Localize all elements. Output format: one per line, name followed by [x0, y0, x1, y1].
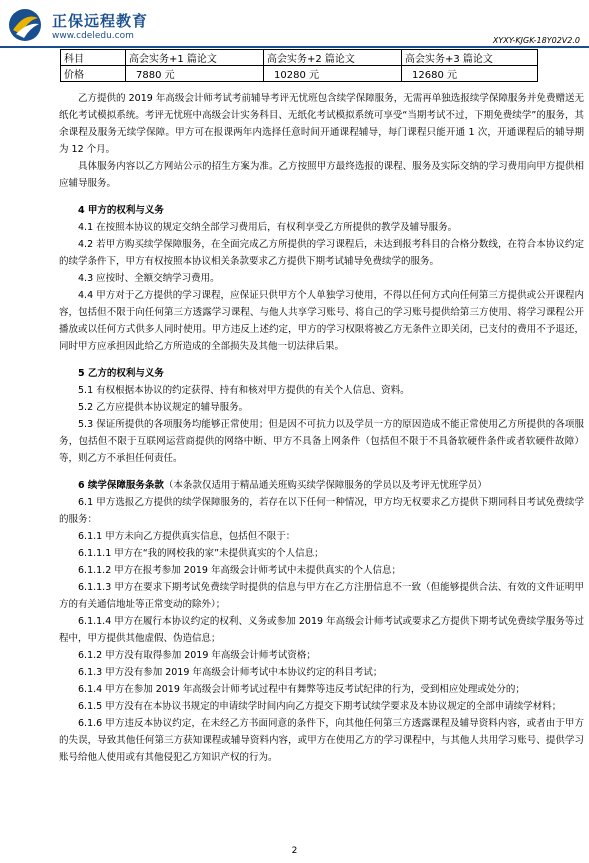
clause: 6.1.2 甲方没有取得参加 2019 年高级会计师考试资格； — [78, 650, 316, 661]
paragraph: 4.1 在按照本协议的规定交纳全部学习费用后，有权利享受乙方所提供的教学及辅导服务。 — [78, 222, 458, 233]
table-cell: 7880 元 — [126, 66, 264, 82]
table-cell: 10280 元 — [264, 66, 402, 82]
page-number: 2 — [291, 846, 298, 856]
paragraph: 5.1 有权根据本协议的约定获得、持有和核对甲方提供的有关个人信息、资料。 — [78, 385, 410, 396]
paragraph: 4.3 应按时、全额交纳学习费用。 — [78, 273, 220, 284]
clause: 6.1.5 甲方没有在本协议书规定的申请续学时间内向乙方提交下期考试续学要求及本协议规定的全部申请续学材料； — [78, 701, 562, 712]
table-cell: 高会实务+1 篇论文 — [126, 50, 264, 66]
fee-table — [60, 49, 538, 82]
paragraph: 5.2 乙方应提供本协议规定的辅导服务。 — [78, 402, 249, 413]
paragraph: 6.1 甲方选报乙方提供的续学保障服务的，若存在以下任何一种情况，甲方均无权要求乙方提供下期同科目考试免费续学的服务： — [59, 497, 584, 525]
paragraph: 具体服务内容以乙方网站公示的招生方案为准。乙方按照甲方最终选报的课程、服务及实际交纳的学习费用向甲方提供相应辅导服务。 — [59, 161, 584, 189]
table-cell: 高会实务+2 篇论文 — [264, 50, 402, 66]
clause: 6.1.1.2 甲方在报考参加 2019 年高级会计师考试中未提供真实的个人信息； — [78, 565, 401, 576]
table-row — [61, 66, 538, 82]
clause: 6.1.1.3 甲方在要求下期考试免费续学时提供的信息与甲方在乙方注册信息不一致（但能够提供合法、有效的文件证明甲方的有关通信地址等正常变动的除外）； — [59, 582, 584, 610]
table-cell: 12680 元 — [402, 66, 538, 82]
header-divider — [0, 46, 589, 48]
brand-name: 正保远程教育 — [52, 12, 149, 30]
clause: 6.1.4 甲方在参加 2019 年高级会计师考试过程中有舞弊等违反考试纪律的行为，受到相应处理或处分的； — [78, 684, 525, 695]
paragraph: 4.4 甲方对于乙方提供的学习课程，应保证只供甲方个人单独学习使用，不得以任何方式向任何第三方提供或公开课程内容，包括但不限于向任何第三方透露学习课程、与他人共享学习账号、将自己的学习账号提供给第三方使用、将学习课程公开播放或以任何方式供多人同时使用。甲方违反上述约定，甲方的学习权限将被乙方无条件立即关闭，已支付的费用不予退还，同时甲方应承担因此给乙方所造成的全部损失及其他一切法律后果。 — [59, 290, 584, 352]
document-code: XYXY-KJGK-18Y02V2.0 — [492, 36, 580, 45]
table-row — [61, 50, 538, 66]
clause: 6.1.1.1 甲方在“我的网校我的家”未提供真实的个人信息； — [78, 548, 324, 559]
clause: 6.1.3 甲方没有参加 2019 年高级会计师考试中本协议约定的科目考试； — [78, 667, 383, 678]
paragraph: 4.2 若甲方购买续学保障服务，在全面完成乙方所提供的学习课程后，未达到报考科目的合格分数线，在符合本协议约定的续学条件下，甲方有权按照本协议相关条款要求乙方提供下期考试辅导免费续学的服务。 — [59, 239, 584, 267]
clause: 6.1.6 甲方违反本协议约定，在未经乙方书面同意的条件下，向其他任何第三方透露课程及辅导资料内容，或者由于甲方的失误，导致其他任何第三方获知课程或辅导资料内容，或甲方在使用乙方的学习课程中，与其他人共用学习账号、提供学习账号给他人使用或有其他侵犯乙方知识产权的行为。 — [59, 718, 584, 763]
table-cell: 高会实务+3 篇论文 — [402, 50, 538, 66]
section-heading: 4 甲方的权利与义务 — [78, 205, 164, 216]
brand-url: www.cdeledu.com — [52, 31, 134, 41]
paragraph: 5.3 保证所提供的各项服务均能够正常使用；但是因不可抗力以及学员一方的原因造成不能正常使用乙方所提供的各项服务，包括但不限于互联网运营商提供的网络中断、甲方不具备上网条件（包括但不限于不具备软硬件条件或者软硬件故障）等，则乙方不承担任何责任。 — [59, 419, 584, 464]
section-heading-title: 6 续学保障服务条款 — [78, 480, 164, 491]
section-heading-note: （本条款仅适用于精品通关班购买续学保障服务的学员以及考评无忧班学员） — [163, 480, 487, 491]
table-cell: 价格 — [61, 66, 126, 82]
section-heading — [59, 477, 584, 494]
clause: 6.1.1.4 甲方在履行本协议约定的权利、义务或参加 2019 年高级会计师考试或要求乙方提供下期考试免费续学服务等过程中，甲方提供其他虚假、伪造信息； — [59, 616, 584, 644]
cdeledu-logo-icon — [8, 8, 42, 42]
table-cell: 科目 — [61, 50, 126, 66]
section-heading: 5 乙方的权利与义务 — [78, 368, 164, 379]
clause: 6.1.1 甲方未向乙方提供真实信息，包括但不限于： — [78, 531, 296, 542]
page-header — [0, 0, 589, 48]
paragraph: 乙方提供的 2019 年高级会计师考试考前辅导考评无忧班包含续学保障服务，无需再单独选报续学保障服务并免费赠送无纸化考试模拟系统。考评无忧班中高级会计实务科目、无纸化考试模拟系统可享受“当期考试不过，下期免费续学”的服务，其余课程及服务无续学保障。甲方可在报课两年内选择任意时间开通课程辅导，每门课程只能开通 1 次，开通课程后的辅导期为 12 个月。 — [59, 93, 584, 155]
document-body — [59, 90, 584, 766]
